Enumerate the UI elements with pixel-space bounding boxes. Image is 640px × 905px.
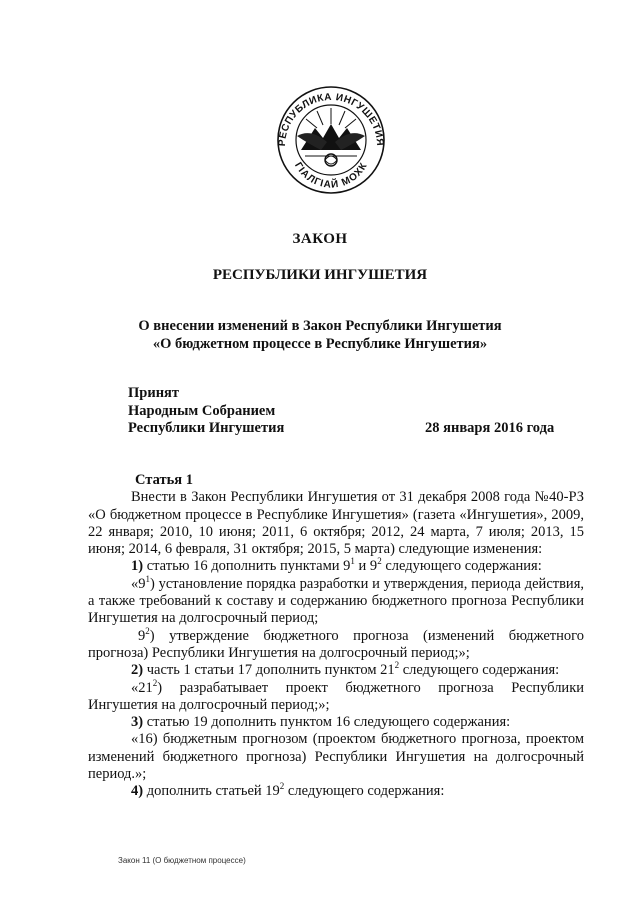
item-4-number: 4)	[131, 783, 144, 800]
item-1-sup-2: 2	[377, 556, 382, 567]
adopted-by-line: Народным Собранием	[128, 403, 276, 419]
adoption-date: 28 января 2016 года	[425, 420, 555, 436]
item-2-text-2: следующего содержания:	[399, 662, 560, 679]
quote-21-2-prefix: «21	[131, 679, 153, 696]
item-4-text: дополнить статьей 19	[143, 783, 280, 800]
quote-21-2-text: ) разрабатывает проект бюджетного прогноза Республики Ингушетия на долгосрочный период;»;	[88, 679, 584, 713]
item-3-number: 3)	[131, 714, 144, 731]
item-1-text-2: и 9	[354, 558, 378, 575]
item-2-sup: 2	[394, 660, 400, 671]
item-1-sup-1: 1	[350, 556, 355, 567]
quote-21-2	[88, 677, 584, 715]
item-3-text: статью 19 дополнить пунктом 16 следующего содержания:	[143, 714, 511, 731]
coat-of-arms-emblem	[271, 84, 391, 196]
quote-9-2	[88, 625, 584, 663]
emblem-top-text: РЕСПУБЛИКА ИНГУШЕТИЯ	[276, 91, 386, 147]
quote-9-2-text: ) утверждение бюджетного прогноза (изменений бюджетного прогноза) Республики Ингушетия на долгосрочный период;»;	[88, 627, 584, 661]
item-2-text: часть 1 статьи 17 дополнить пунктом 21	[143, 662, 395, 679]
document-title: ЗАКОН	[292, 231, 348, 247]
article-intro: Внести в Закон Республики Ингушетия от 31 декабря 2008 года №40-РЗ «О бюджетном процессе в Республике Ингушетия» (газета «Ингушетия», 2009, 22 января; 2010, 10 июня; 2011, 6 октября; 2012, 24 марта, 7 июля; 2013, 15 июня; 2014, 6 февраля, 31 октября; 2015, 5 марта) следующие изменения:	[88, 489, 584, 558]
adopted-label: Принят	[128, 385, 180, 401]
article-heading: Статья 1	[135, 472, 193, 488]
item-4-sup: 2	[279, 781, 285, 792]
quote-9-1-text: ) установление порядка разработки и утверждения, периода действия, а также требований к составу и содержанию бюджетного прогноза Республики Ингушетия на долгосрочный период;	[88, 575, 584, 627]
adopted-by-republic: Республики Ингушетия	[128, 420, 285, 436]
item-2	[88, 662, 584, 679]
quote-9-1-prefix: «9	[131, 575, 146, 592]
item-3	[88, 714, 584, 731]
quote-16: «16) бюджетным прогнозом (проектом бюджетного прогноза, проектом изменений бюджетного прогноза) Республики Ингушетия на долгосрочный период.»;	[88, 731, 584, 783]
quote-9-1-sup: 1	[145, 573, 150, 584]
quote-9-1	[88, 573, 584, 628]
law-name-line-1: О внесении изменений в Закон Республики Ингушетия	[138, 318, 502, 334]
quote-9-2-prefix: 9	[138, 627, 146, 644]
item-4	[88, 783, 584, 800]
quote-21-2-sup: 2	[152, 677, 158, 688]
item-1-number: 1)	[131, 558, 144, 575]
item-4-text-2: следующего содержания:	[284, 783, 445, 800]
law-name-line-2: «О бюджетном процессе в Республике Ингушетия»	[152, 336, 488, 352]
quote-9-2-sup: 2	[145, 625, 150, 636]
document-subtitle: РЕСПУБЛИКИ ИНГУШЕТИЯ	[212, 267, 428, 283]
item-1	[88, 558, 584, 575]
page-footer: Закон 11 (О бюджетном процессе)	[118, 856, 246, 865]
article-body	[88, 472, 584, 801]
item-1-text-3: следующего содержания:	[381, 558, 542, 575]
item-1-text: статью 16 дополнить пунктами 9	[143, 558, 351, 575]
item-2-number: 2)	[131, 662, 144, 679]
emblem-bottom-text: ГIАЛГIАЙ МОХК	[292, 160, 370, 191]
